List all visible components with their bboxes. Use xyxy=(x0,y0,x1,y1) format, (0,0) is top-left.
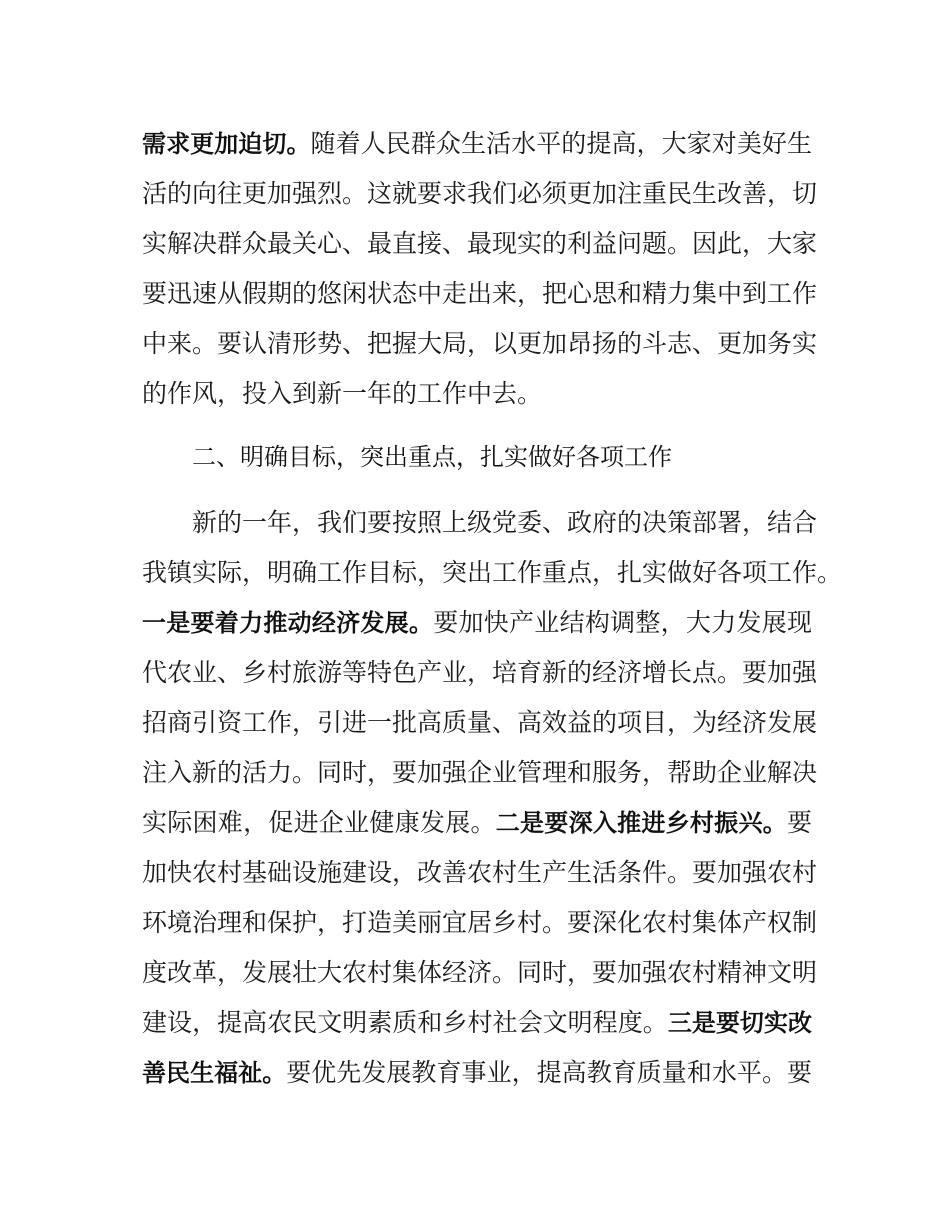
paragraph-line: 度改革，发展壮大农村集体经济。同时，要加强农村精神文明 xyxy=(142,958,818,987)
paragraph-line: 要迅速从假期的悠闲状态中走出来，把心思和精力集中到工作 xyxy=(142,279,818,308)
paragraph-line xyxy=(142,603,812,643)
bold-phrase: 善民生福祉。 xyxy=(142,1059,287,1087)
line-text: 实际困难，促进企业健康发展。 xyxy=(142,808,496,837)
paragraph-line: 的作风，投入到新一年的工作中去。 xyxy=(142,379,543,408)
bold-phrase: 需求更加迫切。 xyxy=(142,130,311,158)
paragraph-line: 实解决群众最关心、最直接、最现实的利益问题。因此，大家 xyxy=(142,229,818,258)
paragraph-line xyxy=(142,1053,812,1093)
paragraph-line: 我镇实际，明确工作目标，突出工作重点，扎实做好各项工作。 xyxy=(142,558,843,587)
paragraph-line: 招商引资工作，引进一批高质量、高效益的项目，为经济发展 xyxy=(142,708,818,737)
line-text: 随着人民群众生活水平的提高，大家对美好生 xyxy=(310,129,812,158)
paragraph-line: 中来。要认清形势、把握大局，以更加昂扬的斗志、更加务实 xyxy=(142,329,818,358)
section-heading: 二、明确目标，突出重点，扎实做好各项工作 xyxy=(192,443,672,471)
paragraph-line xyxy=(142,124,812,164)
line-text: 建设，提高农民文明素质和乡村社会文明程度。 xyxy=(142,1008,668,1037)
line-text: 要加快产业结构调整，大力发展现 xyxy=(433,608,812,637)
paragraph-line: 新的一年，我们要按照上级党委、政府的决策部署，结合 xyxy=(192,508,818,537)
paragraph-line: 环境治理和保护，打造美丽宜居乡村。要深化农村集体产权制 xyxy=(142,908,818,937)
line-text: 要 xyxy=(786,808,812,837)
bold-phrase: 三是要切实改 xyxy=(667,1009,813,1037)
bold-phrase: 二是要深入推进乡村振兴。 xyxy=(495,809,787,837)
paragraph-line xyxy=(142,1003,812,1043)
line-text: 要优先发展教育事业，提高教育质量和水平。要 xyxy=(286,1058,812,1087)
bold-phrase: 一是要着力推动经济发展。 xyxy=(142,609,434,637)
paragraph-line: 活的向往更加强烈。这就要求我们必须更加注重民生改善，切 xyxy=(142,179,818,208)
paragraph-line: 注入新的活力。同时，要加强企业管理和服务，帮助企业解决 xyxy=(142,758,818,787)
paragraph-line: 加快农村基础设施建设，改善农村生产生活条件。要加强农村 xyxy=(142,858,818,887)
paragraph-line: 代农业、乡村旅游等特色产业，培育新的经济增长点。要加强 xyxy=(142,658,818,687)
paragraph-line xyxy=(142,803,812,843)
